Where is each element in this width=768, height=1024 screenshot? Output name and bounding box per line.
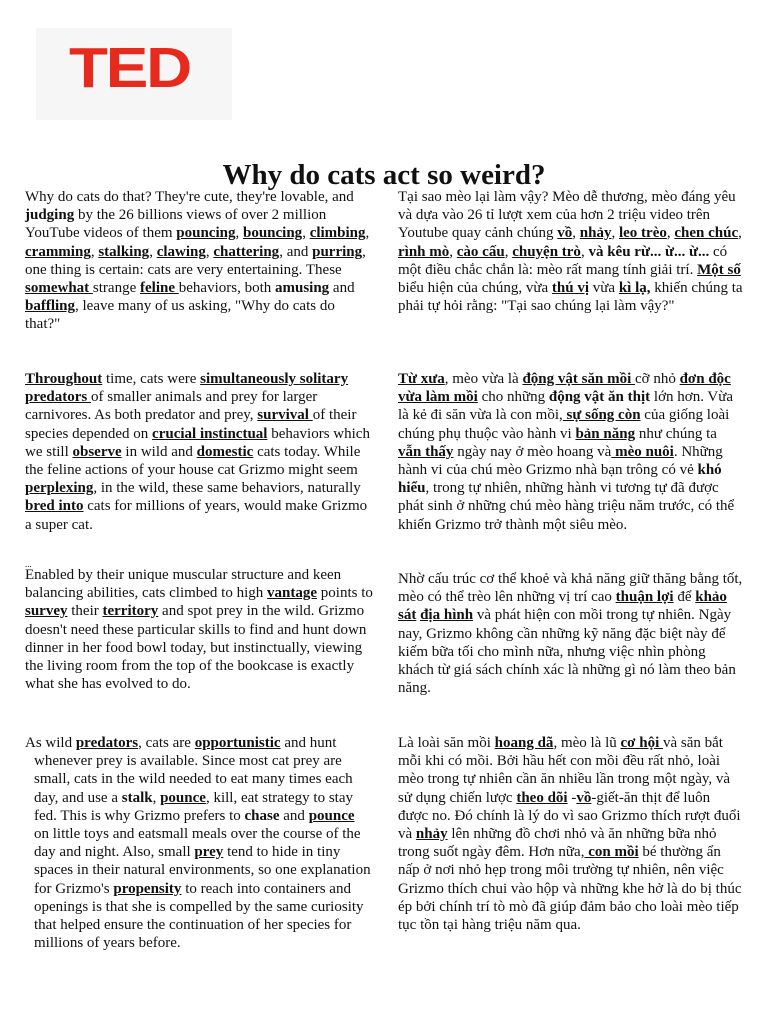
bold-term: khó hiểu [398, 462, 722, 497]
section-marker: ... [25, 559, 32, 569]
text-run: , leave many of us asking, "Why do cats do that?" [25, 298, 335, 333]
text-run: points to [317, 585, 373, 602]
highlighted-term: đơn độc [679, 371, 731, 387]
highlighted-term: Một số [697, 261, 741, 278]
text-run: khiến chúng ta phải tự hỏi rằng: "Tại sao chúng lại làm vậy?" [398, 280, 743, 315]
text-run: Enabled by their unique muscular structure and keen balancing abilities, cats climbed to high [25, 567, 342, 602]
highlighted-term: domestic [196, 443, 254, 460]
highlighted-term: crucial instinctual [152, 425, 268, 442]
highlighted-term: baffling [25, 298, 76, 315]
highlighted-term: mèo nuôi [611, 443, 674, 460]
highlighted-term: stalking [98, 243, 150, 260]
text-run: , cats are [138, 735, 195, 751]
highlighted-term: thuận lợi [615, 589, 674, 606]
text-run: để [673, 589, 696, 606]
text-run: tend to hide in tiny spaces in their natural environments, so one explanation for Grizmo's [34, 844, 371, 897]
highlighted-term: cơ hội [620, 735, 663, 751]
text-run: , [449, 243, 457, 260]
highlighted-term: rình mò [398, 243, 450, 260]
text-run: Nhờ cấu trúc cơ thể khoẻ và khả năng giữ thăng bằng tốt, mèo có thể trèo lên những vị trí cao [398, 571, 743, 606]
highlighted-term: leo trèo [618, 225, 667, 242]
text-run: and spot prey in the wild. Grizmo doesn't need these particular skills to find and hunt down dinner in her food bowl today, but instinctually, viewing the living room from the top of the bookcase is exactly what she has evolved to do. [25, 603, 367, 693]
vietnamese-paragraph-1 [398, 188, 744, 315]
text-run: của giống loài chúng phụ thuộc vào hành vi [398, 407, 730, 442]
text-run: cho những [477, 389, 549, 406]
highlighted-term: propensity [113, 880, 182, 897]
highlighted-term: territory [102, 603, 159, 620]
highlighted-term: hoang dã [494, 735, 554, 751]
bold-term: stalk [121, 789, 153, 806]
text-run: , [504, 243, 513, 260]
text-run: có một điều chắc chắn là: mèo rất mang tính giải trí. [398, 243, 728, 278]
text-run: , [235, 225, 243, 242]
highlighted-term: climbing [309, 225, 366, 242]
text-run: lớn hơn. Vừa là kẻ đi săn vừa là con mồi, [398, 389, 734, 424]
highlighted-term: cào cấu [456, 243, 505, 260]
bold-term: amusing [274, 280, 330, 297]
highlighted-term: purring [312, 243, 363, 260]
highlighted-term: động vật săn mồi [522, 371, 635, 387]
highlighted-term: Throughout [25, 371, 103, 387]
bold-term: động vật ăn thịt [548, 389, 651, 406]
highlighted-term: khảo sát [398, 589, 727, 624]
highlighted-term: survival [257, 407, 313, 424]
highlighted-term: cramming [25, 243, 91, 260]
highlighted-term: vừa làm mồi [398, 389, 478, 406]
text-run: , [365, 225, 370, 242]
text-run: , [611, 225, 619, 242]
highlighted-term: pounce [160, 789, 206, 806]
bold-term: chase [244, 807, 280, 824]
text-run: Tại sao mèo lại làm vậy? Mèo dễ thương, mèo đáng yêu và dựa vào 26 tỉ lượt xem của hơn 2 triệu video trên Youtube quay cảnh chúng [398, 189, 736, 242]
text-run: , in the wild, these same behaviors, naturally [93, 480, 361, 497]
text-run: strange [92, 280, 140, 297]
text-run: behaviors which we still [25, 425, 370, 460]
page-title: Why do cats act so weird? [222, 159, 546, 192]
highlighted-term: predators [75, 735, 139, 751]
text-run: và săn bắt mỗi khi có mồi. Bởi hầu hết con mồi đều rất nhỏ, loài mèo trong tự nhiên cần ăn nhiều lần trong một ngày, và sử dụng chiến lược [398, 735, 731, 806]
text-run: cats for millions of years, would make Grizmo a super cat. [25, 498, 368, 533]
text-run: their [67, 603, 103, 620]
text-run: , [580, 243, 589, 260]
highlighted-term: nhảy [579, 225, 612, 242]
text-run: time, cats were [102, 371, 201, 387]
highlighted-term: feline [140, 280, 179, 297]
text-run: lên những đồ chơi nhỏ và ăn những bữa nhỏ trong suốt ngày đêm. Hơn nữa, [398, 826, 717, 861]
highlighted-term: thú vị [551, 280, 590, 297]
english-paragraph-3 [25, 566, 373, 693]
text-run: , [302, 225, 310, 242]
text-run: of smaller animals and prey for larger carnivores. As both predator and prey, [25, 389, 318, 424]
text-run: bé thường ẩn nấp ở nơi nhỏ hẹp trong môi trường tự nhiên, nên việc Grizmo thích chui vào hộp và những khe hở là do bị thúc ép bởi chính trí tò mò đã giúp đảm bảo cho loài mèo tiếp tục tồn tại hàng triệu năm qua. [398, 844, 742, 934]
highlighted-term: pouncing [176, 225, 236, 242]
text-run: . Những hành vi của chú mèo Grizmo nhà bạn trông có vẻ [398, 443, 723, 479]
highlighted-term: vẫn thấy [398, 443, 454, 460]
text-run: Why do cats do that? They're cute, they're lovable, and [25, 189, 354, 205]
highlighted-term: chattering [213, 243, 280, 260]
highlighted-term: bred into [25, 498, 84, 515]
text-run: , [572, 225, 580, 242]
text-run: by the 26 billions views of over 2 million YouTube videos of them [25, 207, 327, 242]
highlighted-term: Từ xưa [398, 371, 445, 387]
english-paragraph-1 [25, 188, 373, 334]
highlighted-term: observe [72, 443, 122, 460]
highlighted-term: kì lạ, [618, 280, 651, 297]
text-run: to reach into containers and openings is that she is compelled by the same curiosity that helped ensure the continuation of her species for millions of years before. [34, 880, 364, 952]
highlighted-term: bouncing [242, 225, 303, 242]
text-run: on little toys and eatsmall meals over the course of the day and night. Also, small [34, 826, 361, 861]
ted-logo: TED [69, 36, 190, 100]
text-run: cats today. While the feline actions of your house cat Grizmo might seem [25, 443, 361, 479]
text-run: -giết-ăn thịt để luôn được no. Đó chính là lý do vì sao Grizmo thích rượt đuổi và [398, 789, 741, 843]
text-run: and [329, 280, 355, 297]
text-run: As wild [25, 735, 76, 751]
text-run: vừa [589, 280, 619, 297]
bold-term: judging [25, 207, 75, 224]
text-run: , kill, eat strategy to stay fed. This is why Grizmo prefers to [34, 789, 353, 824]
text-run: , [149, 243, 157, 260]
text-run: and hunt whenever prey is available. Since most cat prey are small, cats in the wild needed to eat many times each day, and use a [34, 735, 353, 806]
highlighted-term: địa hình [420, 607, 474, 624]
text-run: , and [279, 243, 313, 260]
text-run: và phát hiện con mồi trong tự nhiên. Ngày nay, Grizmo không cần những kỹ năng đặc biệt này để kiếm bữa tối cho mình nữa, nhưng việc nhìn phòng khách từ giá sách chính xác là những gì nó làm theo bản năng. [398, 607, 736, 697]
text-run: ngày nay ở mèo hoang và [453, 443, 612, 460]
bold-term: và kêu rừ... ừ... ừ... [588, 243, 710, 260]
vietnamese-paragraph-4 [398, 734, 744, 934]
text-run: , [666, 225, 675, 242]
highlighted-term: simultaneously [200, 371, 300, 387]
vietnamese-paragraph-2 [398, 370, 744, 534]
english-paragraph-2 [25, 370, 373, 534]
highlighted-term: sự sống còn [562, 407, 641, 424]
highlighted-term: con mồi [584, 844, 639, 861]
highlighted-term: bản năng [575, 425, 636, 442]
text-run: , [90, 243, 99, 260]
highlighted-term: theo dõi [516, 789, 568, 806]
highlighted-term: opportunistic [194, 735, 281, 751]
highlighted-term: chen chúc [674, 225, 739, 242]
text-run: biểu hiện của chúng, vừa [398, 280, 552, 297]
vietnamese-paragraph-3 [398, 570, 744, 697]
highlighted-term: somewhat [25, 280, 93, 297]
text-run: , one thing is certain: cats are very entertaining. These [25, 243, 366, 278]
text-run: and [279, 807, 309, 824]
english-paragraph-4 [25, 734, 373, 952]
text-run: , mèo vừa là [444, 371, 523, 387]
highlighted-term: pounce [308, 807, 355, 824]
highlighted-term: prey [194, 844, 224, 861]
text-run: behaviors, both [178, 280, 275, 297]
highlighted-term: survey [25, 603, 68, 620]
highlighted-term: vồ [576, 789, 592, 806]
highlighted-term: clawing [156, 243, 206, 260]
text-run: in wild and [121, 443, 197, 460]
highlighted-term: vồ [557, 225, 573, 242]
highlighted-term: nhảy [415, 826, 448, 843]
text-run: , [738, 225, 742, 242]
text-run: , [205, 243, 214, 260]
text-run: , mèo là lũ [553, 735, 621, 751]
highlighted-term: vantage [267, 585, 318, 602]
text-run: , [152, 789, 161, 806]
highlighted-term: chuyện trò [512, 243, 581, 260]
text-run: cỡ nhỏ [635, 371, 680, 387]
text-run: Là loài săn mồi [398, 735, 495, 751]
highlighted-term: solitary predators [25, 371, 349, 406]
highlighted-term: perplexing [25, 480, 94, 497]
text-run: như chúng ta [635, 425, 717, 442]
text-run: , trong tự nhiên, những hành vi tương tự đã được phát sinh ở những chú mèo hàng triệu năm trước, có thể khiến Grizmo trở thành một siêu mèo. [398, 480, 735, 533]
text-run: of their species depended on [25, 407, 357, 442]
text-run: - [567, 789, 577, 806]
